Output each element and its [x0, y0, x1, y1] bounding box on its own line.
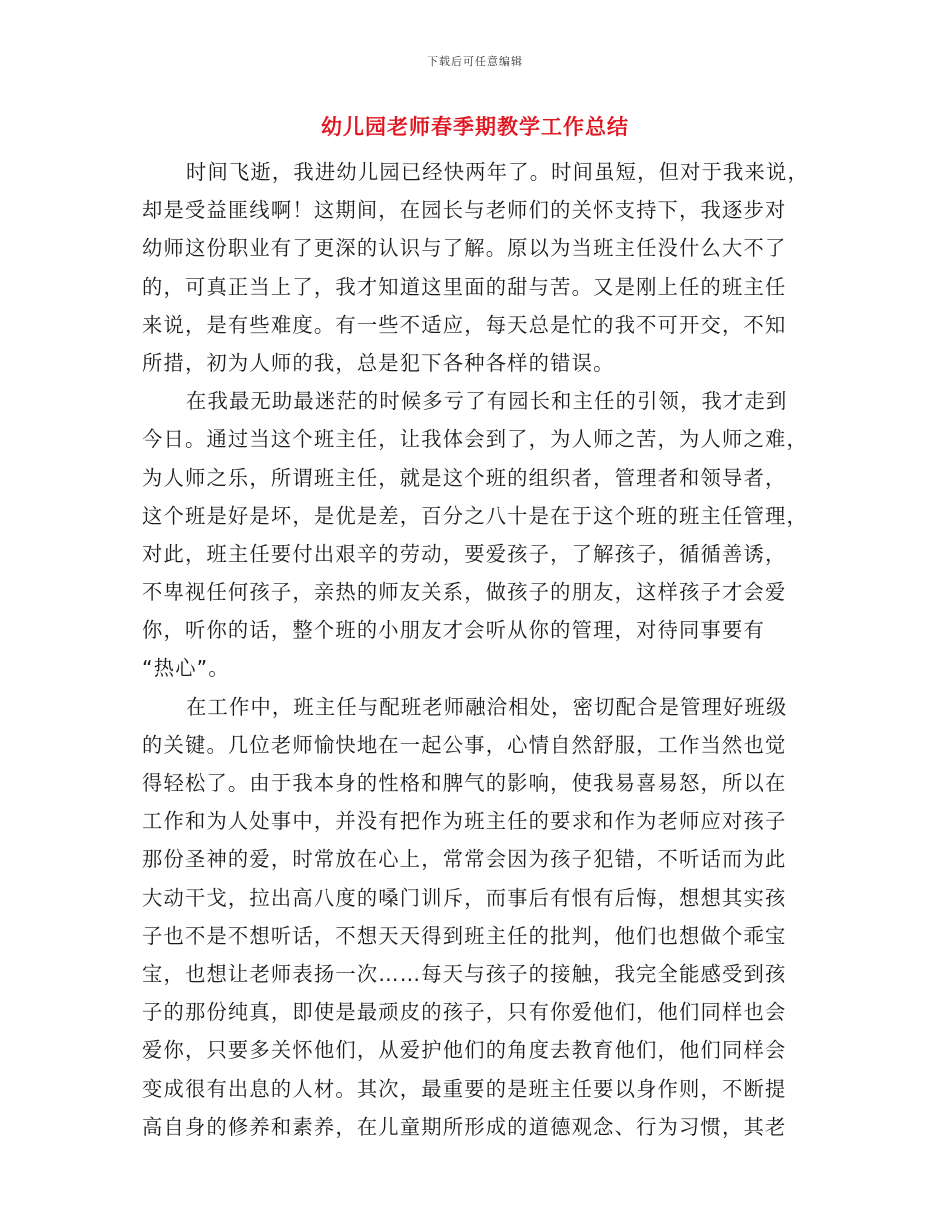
- document-title: 幼儿园老师春季期教学工作总结: [321, 115, 629, 139]
- paragraph-line: 这个班是好是坏，是优是差，百分之八十是在于这个班的班主任管理，: [142, 503, 808, 528]
- paragraph-line: 对此，班主任要付出艰辛的劳动，要爱孩子，了解孩子，循循善诱，: [142, 541, 787, 566]
- paragraph-line: 那份圣神的爱，时常放在心上，常常会因为孩子犯错，不听话而为此: [142, 847, 787, 872]
- paragraph-line: 子也不是不想听话，不想天天得到班主任的批判，他们也想做个乖宝: [142, 923, 787, 948]
- paragraph-line: “热心”。: [142, 656, 230, 681]
- paragraph-line: 大动干戈，拉出高八度的嗓门训斥，而事后有恨有后悔，想想其实孩: [142, 885, 787, 910]
- paragraph-line: 的关键。几位老师愉快地在一起公事，心情自然舒服，工作当然也觉: [142, 732, 787, 757]
- paragraph-line: 所措，初为人师的我，总是犯下各种各样的错误。: [142, 350, 615, 375]
- paragraph-line: 高自身的修养和素养，在儿童期所形成的道德观念、行为习惯，其老: [142, 1114, 787, 1139]
- paragraph-line: 却是受益匪线啊！这期间，在园长与老师们的关怀支持下，我逐步对: [142, 198, 787, 223]
- paragraph-line: 工作和为人处事中，并没有把作为班主任的要求和作为老师应对孩子: [142, 809, 787, 834]
- paragraph-line: 你，听你的话，整个班的小朋友才会听从你的管理，对待同事要有: [142, 618, 765, 643]
- document-body: [142, 153, 810, 1146]
- paragraph-line: 爱你，只要多关怀他们，从爱护他们的角度去教育他们，他们同样会: [142, 1038, 787, 1063]
- paragraph-line: 在工作中，班主任与配班老师融洽相处，密切配合是管理好班级: [186, 694, 788, 719]
- paragraph-line: 宝，也想让老师表扬一次……每天与孩子的接触，我完全能感受到孩: [142, 961, 787, 986]
- paragraph-line: 来说，是有些难度。有一些不适应，每天总是忙的我不可开交，不知: [142, 312, 787, 337]
- paragraph-line: 幼师这份职业有了更深的认识与了解。原以为当班主任没什么大不了: [142, 236, 787, 261]
- paragraph-line: 时间飞逝，我进幼儿园已经快两年了。时间虽短，但对于我来说，: [186, 160, 809, 184]
- paragraph-line: 不卑视任何孩子，亲热的师友关系，做孩子的朋友，这样孩子才会爱: [142, 580, 787, 605]
- paragraph-line: 得轻松了。由于我本身的性格和脾气的影响，使我易喜易怒，所以在: [142, 771, 787, 795]
- paragraph-line: 子的那份纯真，即使是最顽皮的孩子，只有你爱他们，他们同样也会: [142, 1000, 787, 1025]
- paragraph-line: 的，可真正当上了，我才知道这里面的甜与苦。又是刚上任的班主任: [142, 274, 787, 299]
- paragraph-line: 在我最无助最迷茫的时候多亏了有园长和主任的引领，我才走到: [186, 389, 788, 414]
- paragraph-line: 为人师之乐，所谓班主任，就是这个班的组织者，管理者和领导者，: [142, 465, 787, 490]
- header-note: 下载后可任意编辑: [427, 55, 523, 68]
- paragraph-line: 今日。通过当这个班主任，让我体会到了，为人师之苦，为人师之难，: [142, 427, 808, 452]
- paragraph-line: 变成很有出息的人材。其次，最重要的是班主任要以身作则，不断提: [142, 1076, 787, 1101]
